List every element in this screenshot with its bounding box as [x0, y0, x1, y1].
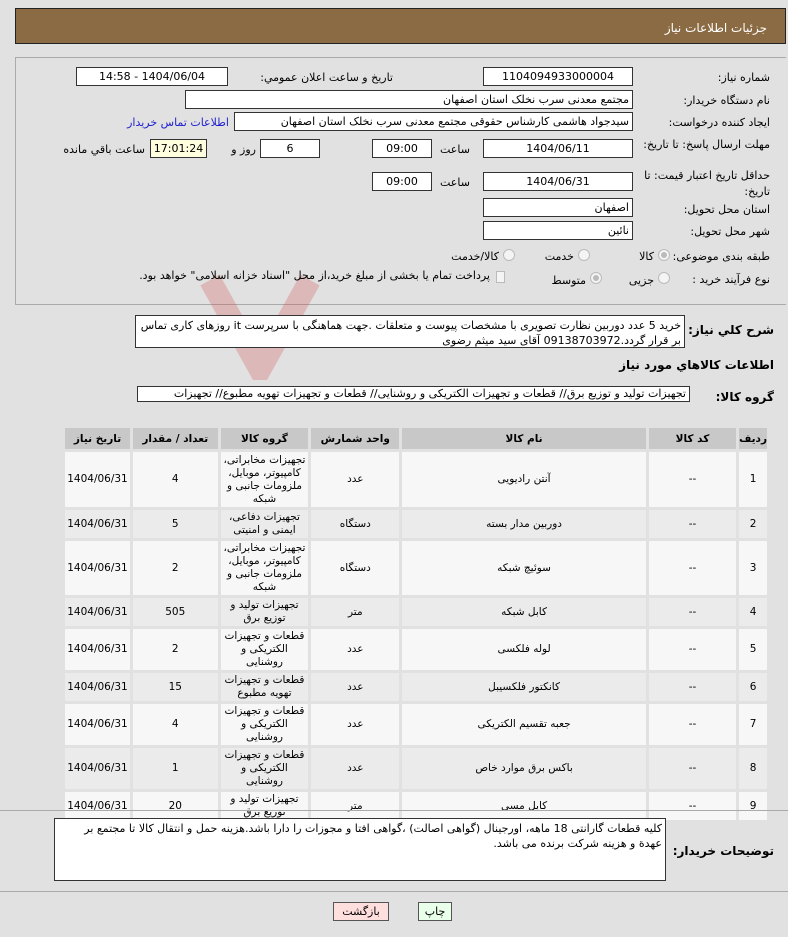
announce-field[interactable]: 1404/06/04 - 14:58	[76, 67, 228, 86]
item-code-cell: --	[647, 672, 737, 703]
quantity-cell: 20	[131, 791, 219, 822]
page-header	[15, 8, 786, 44]
city-field[interactable]: نائین	[483, 221, 633, 240]
quantity-cell: 505	[131, 597, 219, 628]
deadline-date-field[interactable]: 1404/06/11	[483, 139, 633, 158]
validity-date-field[interactable]: 1404/06/31	[483, 172, 633, 191]
goods-group-label: گروه کالا:	[715, 390, 774, 404]
row-number-cell: 4	[738, 597, 769, 628]
goods-group-field[interactable]: تجهیزات تولید و توزیع برق// قطعات و تجهیزات الکتریکی و روشنایی// قطعات و تجهیزات تهویه مطبوع// تجهیزات	[137, 386, 690, 402]
unit-cell: عدد	[310, 672, 401, 703]
table-row[interactable]	[64, 703, 769, 747]
column-header: ردیف	[738, 427, 769, 451]
goods-table	[62, 425, 770, 823]
row-number-cell: 2	[738, 509, 769, 540]
column-header: گروه کالا	[219, 427, 310, 451]
category-option-both: کالا/خدمت	[451, 250, 499, 263]
category-radio-service[interactable]	[578, 249, 590, 261]
item-code-cell: --	[647, 791, 737, 822]
creator-field[interactable]: سیدجواد هاشمی کارشناس حقوقی مجتمع معدنی سرب نخلک استان اصفهان	[234, 112, 633, 131]
unit-cell: عدد	[310, 451, 401, 509]
category-label: طبقه بندی موضوعی:	[672, 250, 770, 263]
item-group-cell: تجهیزات مخابراتی، کامپیوتر، موبایل، ملزومات جانبی و شبکه	[219, 451, 310, 509]
item-group-cell: تجهیزات تولید و توزیع برق	[219, 791, 310, 822]
item-code-cell: --	[647, 597, 737, 628]
item-code-cell: --	[647, 628, 737, 672]
creator-label: ایجاد کننده درخواست:	[668, 116, 770, 129]
process-radio-minor[interactable]	[658, 272, 670, 284]
deadline-time-label: ساعت	[440, 143, 470, 156]
quantity-cell: 4	[131, 703, 219, 747]
process-option-medium: متوسط	[551, 274, 586, 287]
buyer-field[interactable]: مجتمع معدنی سرب نخلک استان اصفهان	[185, 90, 633, 109]
table-row[interactable]	[64, 747, 769, 791]
validity-time-label: ساعت	[440, 176, 470, 189]
divider	[0, 810, 788, 811]
need-number-field[interactable]: 1104094933000004	[483, 67, 633, 86]
item-code-cell: --	[647, 509, 737, 540]
province-label: استان محل تحویل:	[683, 203, 770, 216]
notes-textarea[interactable]: کلیه قطعات گارانتی 18 ماهه، اورجینال (گواهی اصالت) ،گواهی افتا و مجوزات را دارا باشد.هزینه حمل و انتقال کالا تا مجتمع بر عهدة و هزینه شرکت برنده می باشد.	[54, 818, 666, 881]
category-radio-both[interactable]	[503, 249, 515, 261]
description-label: شرح كلي نياز:	[688, 323, 774, 337]
need-date-cell: 1404/06/31	[64, 597, 132, 628]
category-radio-goods[interactable]	[658, 249, 670, 261]
quantity-cell: 2	[131, 540, 219, 597]
need-date-cell: 1404/06/31	[64, 747, 132, 791]
item-group-cell: قطعات و تجهیزات الکتریکی و روشنایی	[219, 747, 310, 791]
announce-label: تاریخ و ساعت اعلان عمومي:	[260, 71, 393, 84]
city-label: شهر محل تحویل:	[690, 225, 770, 238]
buyer-contact-link[interactable]: اطلاعات تماس خریدار	[127, 116, 229, 129]
item-name-cell: سوئیچ شبکه	[401, 540, 648, 597]
need-date-cell: 1404/06/31	[64, 791, 132, 822]
need-date-cell: 1404/06/31	[64, 509, 132, 540]
row-number-cell: 3	[738, 540, 769, 597]
need-date-cell: 1404/06/31	[64, 703, 132, 747]
item-name-cell: کانکتور فلکسیبل	[401, 672, 648, 703]
table-row[interactable]	[64, 791, 769, 822]
need-date-cell: 1404/06/31	[64, 451, 132, 509]
description-textarea[interactable]: خرید 5 عدد دوربین نظارت تصویری با مشخصات پیوست و متعلقات .جهت هماهنگی با سرپرست it روزهای کاری تماس بر قرار گردد.09138703972 آقای سید میثم رضوی	[135, 315, 685, 348]
notes-label: توضیحات خریدار:	[672, 844, 774, 858]
remaining-label: ساعت باقي مانده	[63, 143, 145, 156]
goods-section-title: اطلاعات كالاهاي مورد نياز	[619, 358, 774, 372]
table-header-row	[64, 427, 769, 451]
quantity-cell: 4	[131, 451, 219, 509]
remaining-time-field: 17:01:24	[150, 139, 207, 158]
need-date-cell: 1404/06/31	[64, 540, 132, 597]
back-button[interactable]: بازگشت	[333, 902, 389, 921]
days-field[interactable]: 6	[260, 139, 320, 158]
buyer-label: نام دستگاه خریدار:	[683, 94, 770, 107]
process-radio-medium[interactable]	[590, 272, 602, 284]
unit-cell: دستگاه	[310, 509, 401, 540]
unit-cell: عدد	[310, 703, 401, 747]
validity-label: حداقل تاریخ اعتبار قیمت: تا تاریخ:	[644, 169, 770, 198]
item-group-cell: تجهیزات دفاعی، ایمنی و امنیتی	[219, 509, 310, 540]
item-code-cell: --	[647, 451, 737, 509]
item-group-cell: تجهیزات مخابراتی، کامپیوتر، موبایل، ملزومات جانبی و شبکه	[219, 540, 310, 597]
item-name-cell: جعبه تقسیم الکتریکی	[401, 703, 648, 747]
payment-note: پرداخت تمام یا بخشی از مبلغ خرید،از محل "اسناد خزانه اسلامی" خواهد بود.	[139, 269, 490, 282]
process-label: نوع فرآیند خرید :	[692, 273, 770, 286]
item-name-cell: آنتن رادیویی	[401, 451, 648, 509]
print-button[interactable]: چاپ	[418, 902, 452, 921]
column-header: واحد شمارش	[310, 427, 401, 451]
unit-cell: دستگاه	[310, 540, 401, 597]
category-option-service: خدمت	[544, 250, 574, 263]
table-row[interactable]	[64, 672, 769, 703]
item-code-cell: --	[647, 703, 737, 747]
divider	[0, 891, 788, 892]
quantity-cell: 5	[131, 509, 219, 540]
unit-cell: عدد	[310, 747, 401, 791]
deadline-time-field[interactable]: 09:00	[372, 139, 432, 158]
item-name-cell: دوربین مدار بسته	[401, 509, 648, 540]
process-option-minor: جزیی	[628, 274, 654, 287]
item-group-cell: قطعات و تجهیزات تهویه مطبوع	[219, 672, 310, 703]
page-title: جزئیات اطلاعات نیاز	[664, 21, 767, 35]
category-option-goods: کالا	[639, 250, 654, 263]
quantity-cell: 2	[131, 628, 219, 672]
unit-cell: متر	[310, 597, 401, 628]
validity-time-field[interactable]: 09:00	[372, 172, 432, 191]
item-name-cell: کابل شبکه	[401, 597, 648, 628]
table-row[interactable]	[64, 540, 769, 597]
row-number-cell: 5	[738, 628, 769, 672]
table-row[interactable]	[64, 597, 769, 628]
row-number-cell: 6	[738, 672, 769, 703]
row-number-cell: 7	[738, 703, 769, 747]
need-number-label: شماره نیاز:	[717, 71, 770, 84]
column-header: تاریخ نیاز	[64, 427, 132, 451]
deadline-label: مهلت ارسال پاسخ: تا تاریخ:	[643, 138, 770, 151]
item-name-cell: باکس برق موارد خاص	[401, 747, 648, 791]
table-row[interactable]	[64, 628, 769, 672]
unit-cell: عدد	[310, 628, 401, 672]
item-name-cell: لوله فلکسی	[401, 628, 648, 672]
quantity-cell: 1	[131, 747, 219, 791]
province-field[interactable]: اصفهان	[483, 198, 633, 217]
treasury-checkbox[interactable]	[496, 271, 505, 283]
table-row[interactable]	[64, 451, 769, 509]
days-label: روز و	[231, 143, 256, 156]
item-name-cell: کابل مسی	[401, 791, 648, 822]
unit-cell: متر	[310, 791, 401, 822]
quantity-cell: 15	[131, 672, 219, 703]
item-group-cell: قطعات و تجهیزات الکتریکی و روشنایی	[219, 703, 310, 747]
need-date-cell: 1404/06/31	[64, 672, 132, 703]
row-number-cell: 1	[738, 451, 769, 509]
item-code-cell: --	[647, 747, 737, 791]
item-group-cell: قطعات و تجهیزات الکتریکی و روشنایی	[219, 628, 310, 672]
table-row[interactable]	[64, 509, 769, 540]
row-number-cell: 8	[738, 747, 769, 791]
column-header: نام کالا	[401, 427, 648, 451]
column-header: کد کالا	[647, 427, 737, 451]
row-number-cell: 9	[738, 791, 769, 822]
column-header: تعداد / مقدار	[131, 427, 219, 451]
need-date-cell: 1404/06/31	[64, 628, 132, 672]
item-code-cell: --	[647, 540, 737, 597]
item-group-cell: تجهیزات تولید و توزیع برق	[219, 597, 310, 628]
